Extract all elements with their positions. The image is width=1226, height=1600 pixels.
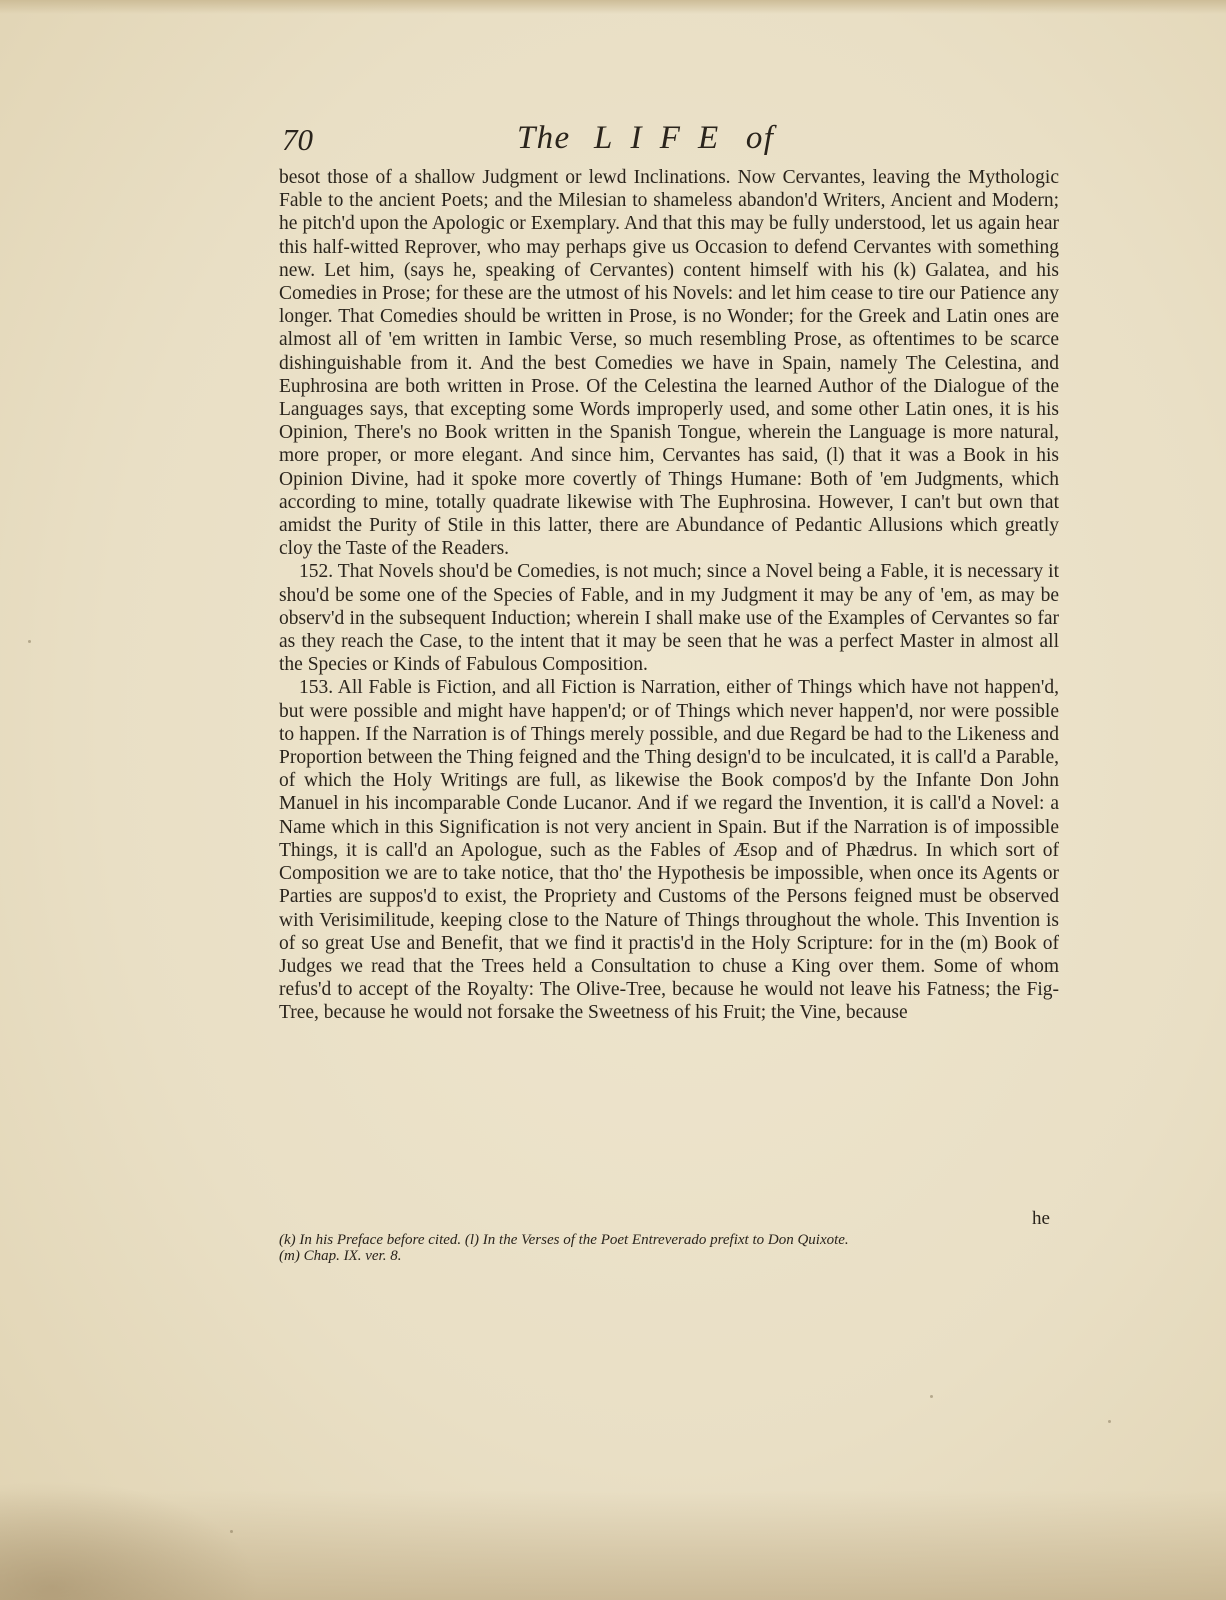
footnote: (m) Chap. IX. ver. 8.	[279, 1248, 402, 1264]
paper-stain	[0, 1480, 260, 1600]
catchword: he	[1032, 1208, 1050, 1229]
paragraph: 152. That Novels shou'd be Comedies, is not much; since a Novel being a Fable, it is necessary it shou'd be some one of the Species of Fable, and in my Judgment it may be any of 'em, as may be observ'd in the subsequent Induction; wherein I shall make use of the Examples of Cervantes so far as they reach the Case, to the intent that it may be seen that he was a perfect Master in almost all the Species or Kinds of Fabulous Composition.	[279, 561, 1059, 676]
paragraph: 153. All Fable is Fiction, and all Fiction is Narration, either of Things which have not happen'd, but were possible and might have happen'd; or of Things which never happen'd, nor were possible to happen. If the Narration is of Things merely possible, and due Regard be had to the Likeness and Proportion between the Thing feigned and the Thing design'd to be inculcated, it is call'd a Parable, of which the Holy Writings are full, as likewise the Book compos'd by the Infante Don John Manuel in his incomparable Conde Lucanor. And if we regard the Invention, it is call'd a Novel: a Name which in this Signification is not very ancient in Spain. But if the Narration is of impossible Things, it is call'd an Apologue, such as the Fables of Æsop and of Phædrus. In which sort of Composition we are to take notice, that tho' the Hypothesis be impossible, when once its Agents or Parties are suppos'd to exist, the Propriety and Customs of the Persons feigned must be observed with Verisimilitude, keeping close to the Nature of Things throughout the whole. This Invention is of so great Use and Benefit, that we find it practis'd in the Holy Scripture: for in the (m) Book of Judges we read that the Trees held a Consultation to chuse a King over them. Some of whom refus'd to accept of the Royalty: The Olive-Tree, because he would not leave his Fatness; the Fig-Tree, because he would not forsake the Sweetness of his Fruit; the Vine, because	[279, 677, 1059, 1024]
footnotes	[279, 1232, 1059, 1264]
running-head-the: The	[517, 120, 571, 156]
page-header	[282, 120, 1062, 164]
speck	[230, 1530, 233, 1533]
speck	[28, 640, 31, 643]
page-number: 70	[282, 122, 313, 157]
footnote: (k) In his Preface before cited. (l) In the Verses of the Poet Entreverado prefixt to Don Quixote.	[279, 1232, 849, 1248]
running-head-life: LIFE	[594, 120, 737, 156]
paragraph: besot those of a shallow Judgment or lewd Inclinations. Now Cervantes, leaving the Mythologic Fable to the ancient Poets; and the Milesian to shameless abandon'd Writers, Ancient and Modern; he pitch'd upon the Apologic or Exemplary. And that this may be fully understood, let us again hear this half-witted Reprover, who may perhaps give us Occasion to defend Cervantes with something new. Let him, (says he, speaking of Cervantes) content himself with his (k) Galatea, and his Comedies in Prose; for these are the utmost of his Novels: and let him cease to tire our Patience any longer. That Comedies should be written in Prose, is no Wonder; for the Greek and Latin ones are almost all of 'em written in Iambic Verse, so much resembling Prose, as oftentimes to be scarce dishinguishable from it. And the best Comedies we have in Spain, namely The Celestina, and Euphrosina are both written in Prose. Of the Celestina the learned Author of the Dialogue of the Languages says, that excepting some Words improperly used, and some other Latin ones, it is his Opinion, There's no Book written in the Spanish Tongue, wherein the Language is more natural, more proper, or more elegant. And since him, Cervantes has said, (l) that it was a Book in his Opinion Divine, had it spoke more covertly of Things Humane: Both of 'em Judgments, which according to mine, totally quadrate likewise with The Euphrosina. However, I can't but own that amidst the Purity of Stile in this latter, there are Abundance of Pedantic Allusions which greatly cloy the Taste of the Readers.	[279, 167, 1059, 560]
running-head-of: of	[745, 120, 775, 156]
body-text	[279, 166, 1059, 1025]
speck	[930, 1395, 933, 1398]
page-top-shadow	[0, 0, 1226, 14]
speck	[1108, 1420, 1111, 1423]
running-head	[517, 120, 774, 157]
